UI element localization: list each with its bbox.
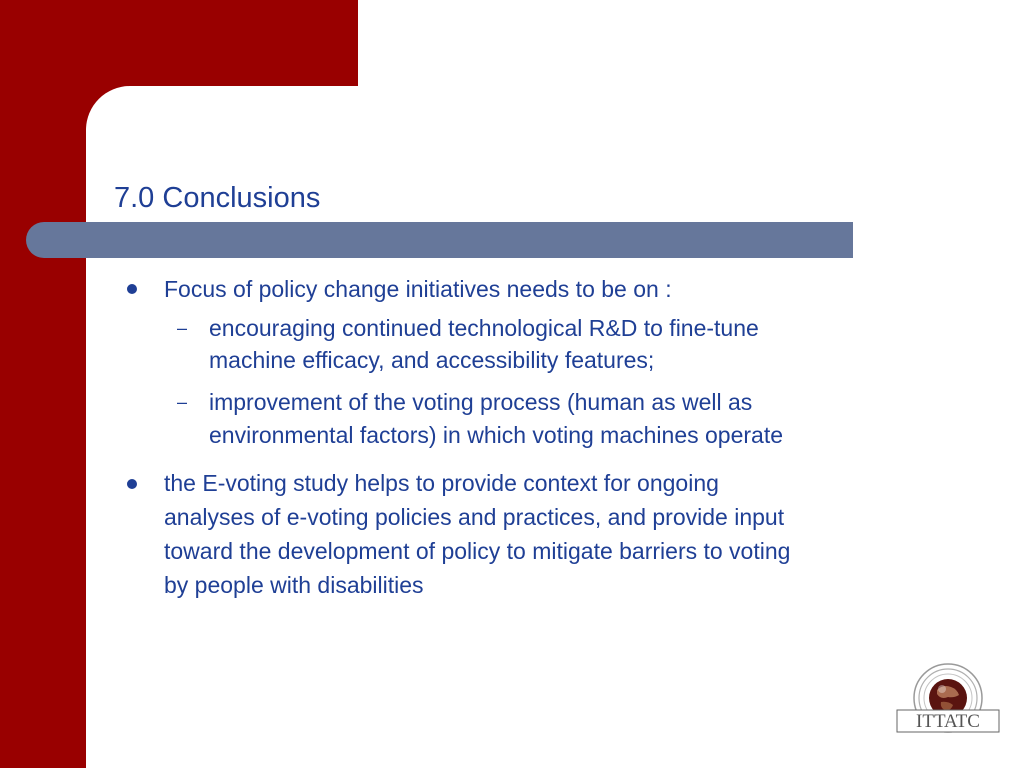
sub-bullet-2-line-1: improvement of the voting process (human as well as (209, 389, 753, 415)
bullet-marker (127, 479, 137, 489)
logo-text: ITTATC (916, 711, 980, 732)
slide-title: 7.0 Conclusions (114, 182, 321, 214)
sub-bullet-1-line-2: machine efficacy, and accessibility features; (209, 347, 655, 373)
bullet-2-line-4: by people with disabilities (164, 572, 424, 598)
sub-bullet-marker: – (177, 318, 188, 338)
sub-bullet-marker: – (177, 392, 188, 412)
bullet-2-line-3: toward the development of policy to mitigate barriers to voting (164, 538, 791, 564)
bullet-marker (127, 284, 137, 294)
sub-bullet-2-line-2: environmental factors) in which voting machines operate (209, 422, 784, 448)
bullet-2-line-2: analyses of e-voting policies and practices, and provide input (164, 504, 785, 530)
sub-bullet-1-line-1: encouraging continued technological R&D to fine-tune (209, 315, 759, 341)
ittatc-logo (893, 660, 1003, 736)
bullet-2-line-1: the E-voting study helps to provide context for ongoing (164, 470, 719, 496)
bullet-1-text: Focus of policy change initiatives needs to be on : (164, 276, 672, 302)
